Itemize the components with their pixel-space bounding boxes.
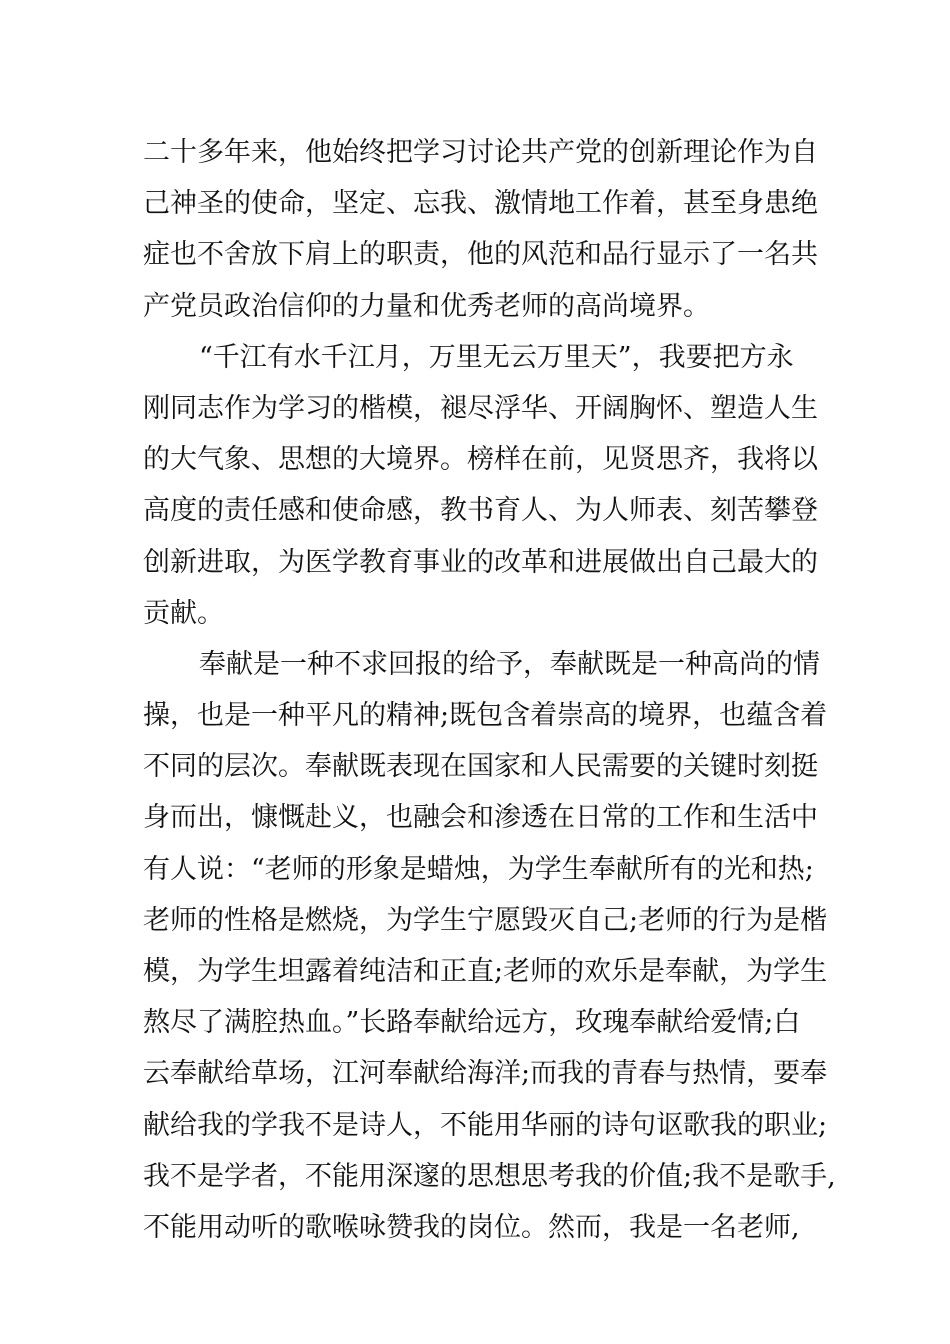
text-line: 产党员政治信仰的力量和优秀老师的高尚境界。	[143, 290, 710, 322]
text-line: 贡献。	[143, 597, 224, 629]
text-line: 二十多年来，他始终把学习讨论共产党的创新理论作为自	[143, 137, 818, 168]
text-line: 刚同志作为学习的楷模，褪尽浮华、开阔胸怀、塑造人生	[143, 392, 818, 424]
text-line: 不同的层次。奉献既表现在国家和人民需要的关键时刻挺	[143, 751, 818, 783]
text-line: 奉献是一种不求回报的给予，奉献既是一种高尚的情	[199, 648, 820, 680]
text-line: 己神圣的使命，坚定、忘我、激情地工作着，甚至身患绝	[143, 188, 818, 220]
text-line: 模，为学生坦露着纯洁和正直;老师的欢乐是奉献，为学生	[143, 956, 828, 987]
body-text	[143, 127, 836, 1253]
text-line: 熬尽了满腔热血。”长路奉献给远方，玫瑰奉献给爱情;白	[143, 1007, 801, 1039]
text-line: 我不是学者，不能用深邃的思想思考我的价值;我不是歌手,	[143, 1160, 836, 1192]
text-line: 有人说：“老师的形象是蜡烛，为学生奉献所有的光和热;	[143, 853, 814, 885]
text-line: 云奉献给草场，江河奉献给海洋;而我的青春与热情，要奉	[143, 1058, 828, 1090]
text-line: 的大气象、思想的大境界。榜样在前，见贤思齐，我将以	[143, 444, 818, 476]
text-line: 不能用动听的歌喉咏赞我的岗位。然而，我是一名老师,	[143, 1211, 800, 1243]
text-line: 身而出，慷慨赴义，也融会和渗透在日常的工作和生活中	[143, 802, 818, 834]
text-line: 操，也是一种平凡的精神;既包含着崇高的境界，也蕴含着	[143, 700, 828, 732]
text-line: 症也不舍放下肩上的职责，他的风范和品行显示了一名共	[143, 239, 818, 271]
text-line: 献给我的学我不是诗人，不能用华丽的诗句讴歌我的职业;	[143, 1109, 828, 1141]
text-line: 高度的责任感和使命感，教书育人、为人师表、刻苦攀登	[143, 495, 818, 527]
text-line: 创新进取，为医学教育事业的改革和进展做出自己最大的	[143, 546, 818, 578]
text-line: 老师的性格是燃烧，为学生宁愿毁灭自己;老师的行为是楷	[143, 904, 828, 936]
text-line: “千江有水千江月，万里无云万里天”，我要把方永	[199, 341, 794, 373]
